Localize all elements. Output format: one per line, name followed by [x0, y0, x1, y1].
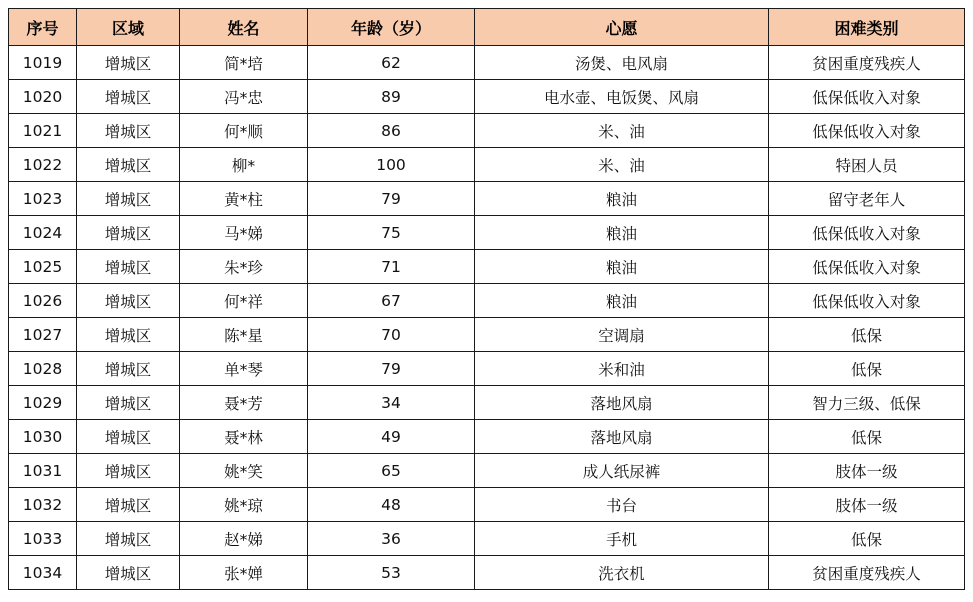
- cell-hardship-category: 低保: [769, 318, 965, 352]
- cell-wish: 成人纸尿裤: [475, 454, 769, 488]
- cell-name: 聂*芳: [180, 386, 308, 420]
- cell-hardship-category: 留守老年人: [769, 182, 965, 216]
- cell-id: 1023: [9, 182, 77, 216]
- cell-district: 增城区: [77, 522, 180, 556]
- cell-id: 1034: [9, 556, 77, 590]
- cell-id: 1022: [9, 148, 77, 182]
- cell-wish: 落地风扇: [475, 420, 769, 454]
- cell-name: 何*祥: [180, 284, 308, 318]
- table-row: [9, 488, 965, 522]
- cell-wish: 米和油: [475, 352, 769, 386]
- cell-hardship-category: 特困人员: [769, 148, 965, 182]
- cell-age: 36: [308, 522, 475, 556]
- cell-hardship-category: 低保低收入对象: [769, 250, 965, 284]
- table-row: [9, 420, 965, 454]
- cell-district: 增城区: [77, 454, 180, 488]
- cell-age: 62: [308, 46, 475, 80]
- cell-hardship-category: 低保: [769, 352, 965, 386]
- cell-age: 89: [308, 80, 475, 114]
- table-body: [9, 46, 965, 590]
- cell-wish: 米、油: [475, 114, 769, 148]
- cell-district: 增城区: [77, 46, 180, 80]
- cell-wish: 洗衣机: [475, 556, 769, 590]
- cell-district: 增城区: [77, 386, 180, 420]
- header-id: 序号: [9, 9, 77, 46]
- cell-hardship-category: 智力三级、低保: [769, 386, 965, 420]
- cell-wish: 手机: [475, 522, 769, 556]
- cell-age: 79: [308, 182, 475, 216]
- cell-id: 1032: [9, 488, 77, 522]
- cell-hardship-category: 肢体一级: [769, 488, 965, 522]
- cell-name: 姚*笑: [180, 454, 308, 488]
- cell-hardship-category: 贫困重度残疾人: [769, 556, 965, 590]
- cell-id: 1024: [9, 216, 77, 250]
- table-row: [9, 80, 965, 114]
- cell-age: 70: [308, 318, 475, 352]
- cell-name: 赵*娣: [180, 522, 308, 556]
- cell-name: 冯*忠: [180, 80, 308, 114]
- cell-age: 53: [308, 556, 475, 590]
- cell-district: 增城区: [77, 182, 180, 216]
- cell-district: 增城区: [77, 80, 180, 114]
- cell-hardship-category: 低保: [769, 522, 965, 556]
- cell-name: 朱*珍: [180, 250, 308, 284]
- cell-name: 姚*琼: [180, 488, 308, 522]
- cell-wish: 米、油: [475, 148, 769, 182]
- cell-district: 增城区: [77, 250, 180, 284]
- header-wish: 心愿: [475, 9, 769, 46]
- header-hardship-category: 困难类别: [769, 9, 965, 46]
- table-row: [9, 148, 965, 182]
- cell-age: 65: [308, 454, 475, 488]
- table-row: [9, 182, 965, 216]
- cell-hardship-category: 肢体一级: [769, 454, 965, 488]
- cell-district: 增城区: [77, 284, 180, 318]
- cell-id: 1033: [9, 522, 77, 556]
- table-row: [9, 352, 965, 386]
- table-row: [9, 454, 965, 488]
- cell-age: 75: [308, 216, 475, 250]
- cell-name: 黄*柱: [180, 182, 308, 216]
- cell-age: 79: [308, 352, 475, 386]
- cell-wish: 汤煲、电风扇: [475, 46, 769, 80]
- cell-id: 1026: [9, 284, 77, 318]
- cell-name: 聂*林: [180, 420, 308, 454]
- cell-id: 1029: [9, 386, 77, 420]
- cell-name: 柳*: [180, 148, 308, 182]
- cell-district: 增城区: [77, 352, 180, 386]
- cell-age: 67: [308, 284, 475, 318]
- cell-name: 何*顺: [180, 114, 308, 148]
- cell-wish: 粮油: [475, 216, 769, 250]
- table-row: [9, 284, 965, 318]
- cell-hardship-category: 低保低收入对象: [769, 216, 965, 250]
- table-row: [9, 522, 965, 556]
- cell-hardship-category: 贫困重度残疾人: [769, 46, 965, 80]
- table-row: [9, 318, 965, 352]
- cell-hardship-category: 低保低收入对象: [769, 284, 965, 318]
- cell-hardship-category: 低保: [769, 420, 965, 454]
- cell-district: 增城区: [77, 114, 180, 148]
- header-row: [9, 9, 965, 46]
- cell-hardship-category: 低保低收入对象: [769, 80, 965, 114]
- cell-name: 简*培: [180, 46, 308, 80]
- cell-wish: 落地风扇: [475, 386, 769, 420]
- header-name: 姓名: [180, 9, 308, 46]
- cell-name: 单*琴: [180, 352, 308, 386]
- header-age: 年龄（岁）: [308, 9, 475, 46]
- cell-wish: 粮油: [475, 250, 769, 284]
- cell-name: 张*婵: [180, 556, 308, 590]
- wish-list-table: [8, 8, 965, 590]
- table-row: [9, 114, 965, 148]
- cell-wish: 书台: [475, 488, 769, 522]
- cell-age: 48: [308, 488, 475, 522]
- cell-age: 49: [308, 420, 475, 454]
- cell-id: 1030: [9, 420, 77, 454]
- table-row: [9, 556, 965, 590]
- cell-age: 34: [308, 386, 475, 420]
- cell-wish: 粮油: [475, 284, 769, 318]
- table-row: [9, 250, 965, 284]
- cell-district: 增城区: [77, 318, 180, 352]
- cell-name: 陈*星: [180, 318, 308, 352]
- cell-id: 1025: [9, 250, 77, 284]
- cell-id: 1019: [9, 46, 77, 80]
- cell-age: 71: [308, 250, 475, 284]
- cell-id: 1031: [9, 454, 77, 488]
- table-row: [9, 386, 965, 420]
- cell-age: 86: [308, 114, 475, 148]
- cell-district: 增城区: [77, 488, 180, 522]
- cell-district: 增城区: [77, 148, 180, 182]
- cell-district: 增城区: [77, 556, 180, 590]
- cell-name: 马*娣: [180, 216, 308, 250]
- cell-hardship-category: 低保低收入对象: [769, 114, 965, 148]
- header-district: 区域: [77, 9, 180, 46]
- cell-id: 1021: [9, 114, 77, 148]
- cell-wish: 电水壶、电饭煲、风扇: [475, 80, 769, 114]
- cell-wish: 空调扇: [475, 318, 769, 352]
- cell-id: 1028: [9, 352, 77, 386]
- cell-id: 1027: [9, 318, 77, 352]
- cell-district: 增城区: [77, 420, 180, 454]
- cell-id: 1020: [9, 80, 77, 114]
- table-row: [9, 216, 965, 250]
- table-row: [9, 46, 965, 80]
- cell-district: 增城区: [77, 216, 180, 250]
- cell-wish: 粮油: [475, 182, 769, 216]
- cell-age: 100: [308, 148, 475, 182]
